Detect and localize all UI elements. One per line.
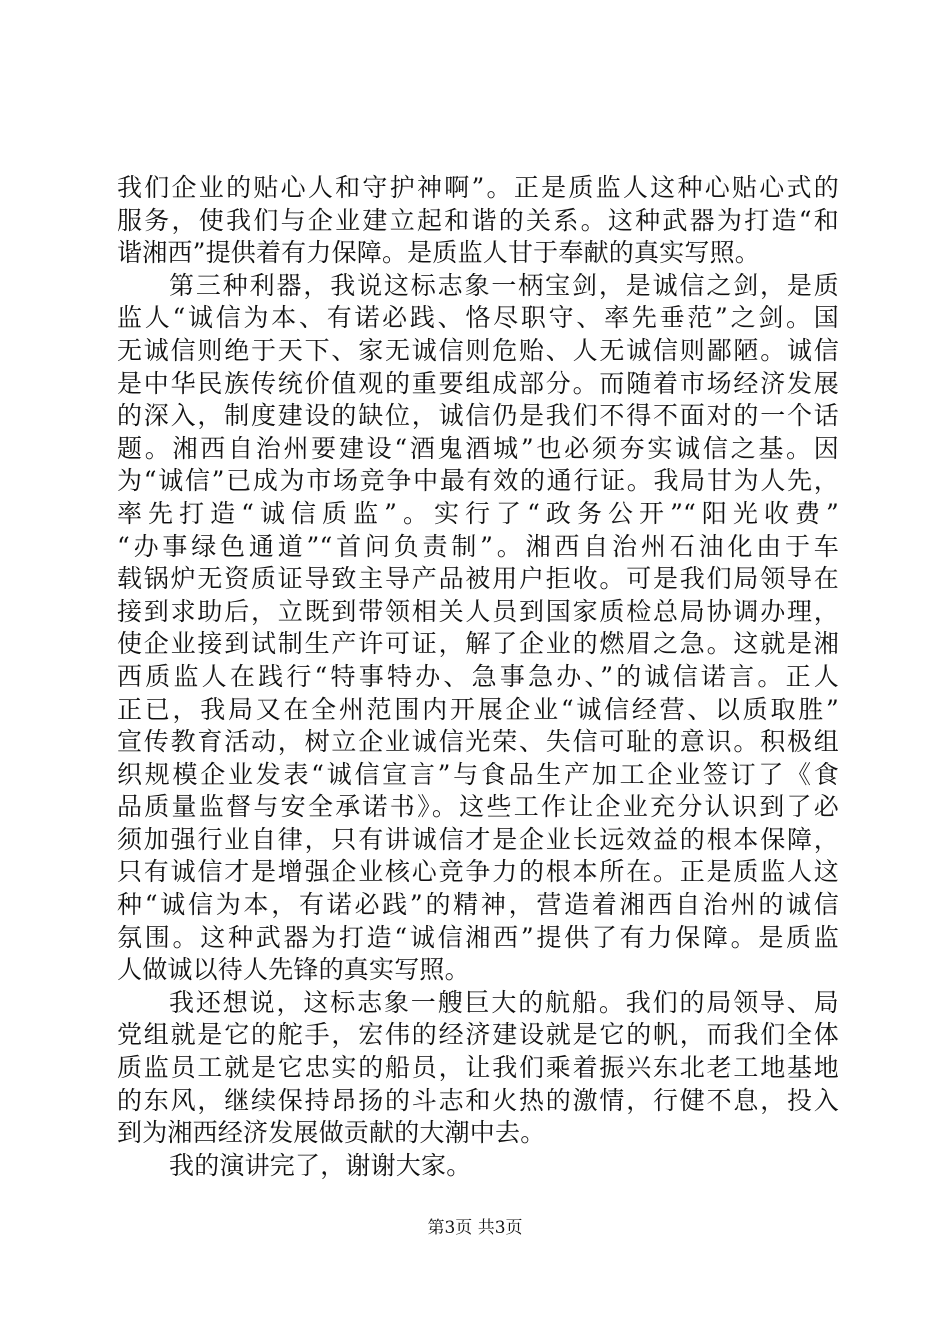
- text-line: 西质监人在践行“特事特办、急事急办、”的诚信诺言。正人: [117, 661, 839, 691]
- text-line: 党组就是它的舵手，宏伟的经济建设就是它的帆，而我们全体: [117, 1020, 839, 1050]
- text-line: 氛围。这种武器为打造“诚信湘西”提供了有力保障。是质监: [117, 922, 839, 952]
- document-body: [117, 172, 839, 1182]
- text-line: 只有诚信才是增强企业核心竞争力的根本所在。正是质监人这: [117, 857, 839, 887]
- paragraph-1: [117, 172, 839, 270]
- text-line: 服务，使我们与企业建立起和谐的关系。这种武器为打造“和: [117, 205, 839, 235]
- text-line: 的深入，制度建设的缺位，诚信仍是我们不得不面对的一个话: [117, 401, 839, 431]
- text-line: 谐湘西”提供着有力保障。是质监人甘于奉献的真实写照。: [117, 238, 760, 268]
- text-line: 宣传教育活动，树立企业诚信光荣、失信可耻的意识。积极组: [117, 727, 839, 757]
- text-line: 种“诚信为本，有诺必践”的精神，营造着湘西自治州的诚信: [117, 890, 839, 920]
- text-line: “办事绿色通道”“首问负责制”。湘西自治州石油化由于车: [117, 531, 839, 561]
- text-line: 无诚信则绝于天下、家无诚信则危贻、人无诚信则鄙陋。诚信: [117, 335, 839, 365]
- text-line: 监人“诚信为本、有诺必践、恪尽职守、率先垂范”之剑。国: [117, 303, 839, 333]
- paragraph-4: [117, 1150, 839, 1183]
- text-line: 织规模企业发表“诚信宣言”与食品生产加工企业签订了《食: [117, 759, 839, 789]
- text-line: 我们企业的贴心人和守护神啊”。正是质监人这种心贴心式的: [117, 173, 839, 202]
- text-line: 我还想说，这标志象一艘巨大的航船。我们的局领导、局: [169, 987, 839, 1017]
- paragraph-3: [117, 987, 839, 1150]
- text-line: 载锅炉无资质证导致主导产品被用户拒收。可是我们局领导在: [117, 564, 839, 594]
- text-line: 须加强行业自律，只有讲诚信才是企业长远效益的根本保障，: [117, 824, 839, 854]
- text-line: 题。湘西自治州要建设“酒鬼酒城”也必须夯实诚信之基。因: [117, 433, 839, 463]
- text-line: 为“诚信”已成为市场竞争中最有效的通行证。我局甘为人先，: [117, 466, 839, 496]
- text-line: 品质量监督与安全承诺书》。这些工作让企业充分认识到了必: [117, 792, 839, 822]
- text-line: 我的演讲完了，谢谢大家。: [169, 1150, 472, 1180]
- text-line: 正已，我局又在全州范围内开展企业“诚信经营、以质取胜”: [117, 694, 839, 724]
- text-line: 接到求助后，立既到带领相关人员到国家质检总局协调办理，: [117, 596, 839, 626]
- text-line: 到为湘西经济发展做贡献的大潮中去。: [117, 1118, 546, 1148]
- text-line: 使企业接到试制生产许可证，解了企业的燃眉之急。这就是湘: [117, 629, 839, 659]
- page-footer: 第3页 共3页: [427, 1218, 523, 1238]
- text-line: 人做诚以待人先锋的真实写照。: [117, 955, 470, 985]
- text-line: 第三种利器，我说这标志象一柄宝剑，是诚信之剑，是质: [169, 270, 839, 300]
- text-line: 是中华民族传统价值观的重要组成部分。而随着市场经济发展: [117, 368, 839, 398]
- text-line: 率先打造“诚信质监”。实行了“政务公开”“阳光收费”: [117, 498, 839, 528]
- text-line: 的东风，继续保持昂扬的斗志和火热的激情，行健不息，投入: [117, 1085, 839, 1115]
- text-line: 质监员工就是它忠实的船员，让我们乘着振兴东北老工地基地: [117, 1053, 839, 1083]
- paragraph-2: [117, 270, 839, 987]
